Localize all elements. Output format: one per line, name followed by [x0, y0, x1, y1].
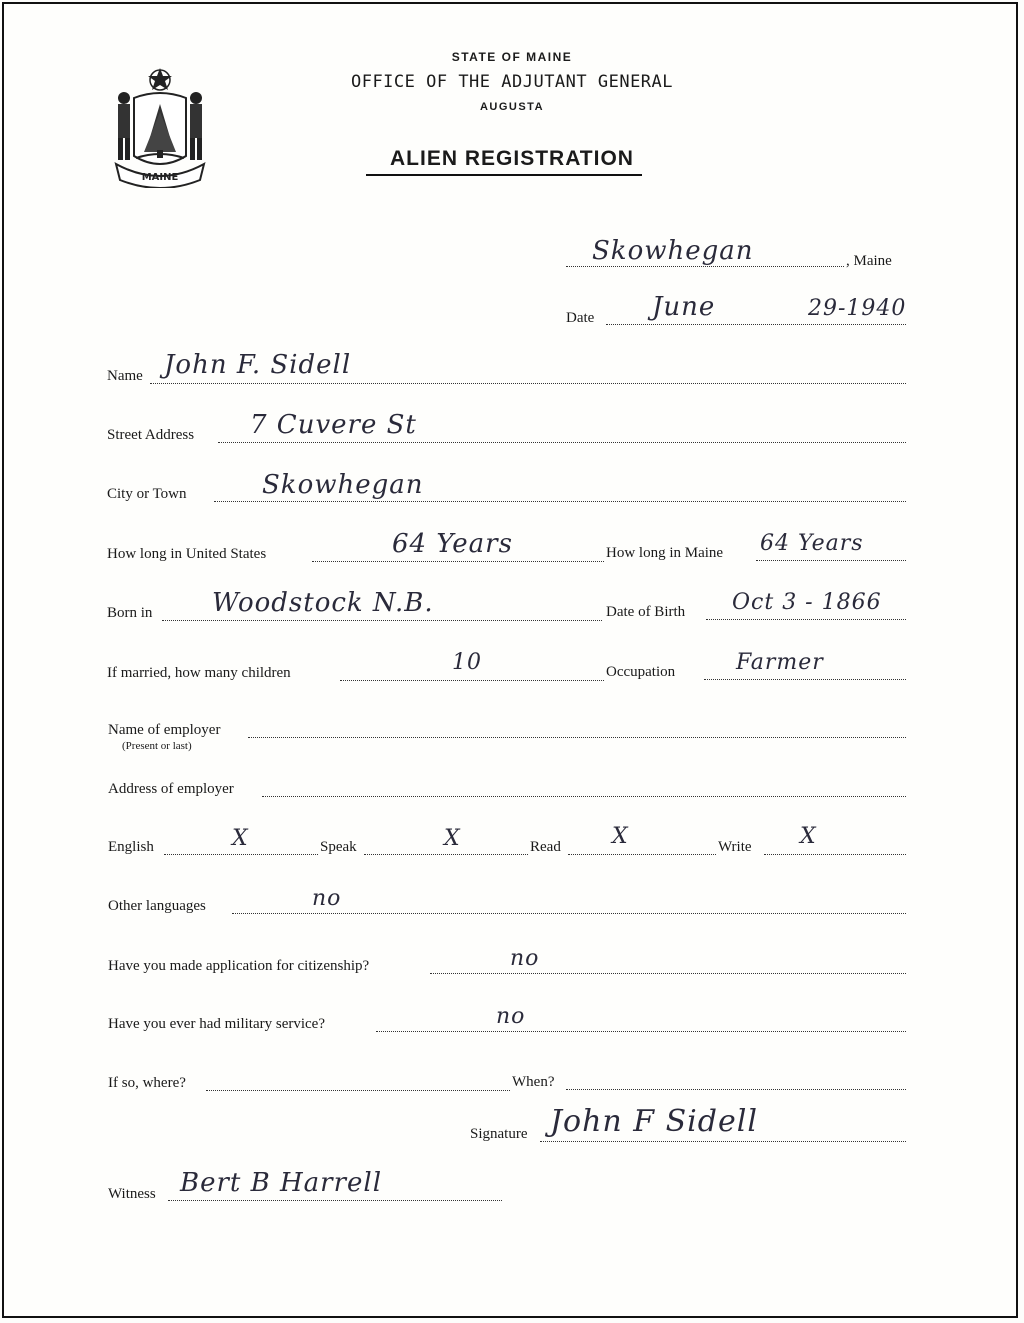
employer-address-label: Address of employer [108, 781, 234, 797]
english-label: English [108, 839, 154, 855]
date-label: Date [566, 310, 595, 326]
witness-label: Witness [108, 1186, 156, 1202]
when-line[interactable] [566, 1089, 906, 1090]
children-line [340, 680, 604, 681]
date-day-year-value[interactable]: 29-1940 [808, 296, 907, 321]
citizenship-value[interactable]: no [510, 946, 540, 971]
born-in-label: Born in [107, 605, 153, 621]
us-duration-line [312, 561, 604, 562]
name-value[interactable]: John F. Sidell [164, 350, 352, 380]
speak-label: Speak [320, 839, 357, 855]
where-label: If so, where? [108, 1075, 186, 1091]
read-value[interactable]: X [612, 824, 629, 849]
write-value[interactable]: X [800, 824, 817, 849]
city-line [214, 501, 906, 502]
title-underline [366, 174, 642, 176]
read-line [568, 854, 716, 855]
read-label: Read [530, 839, 561, 855]
occupation-line [704, 679, 906, 680]
military-value[interactable]: no [496, 1004, 526, 1029]
write-label: Write [718, 839, 752, 855]
maine-duration-label: How long in Maine [606, 545, 724, 561]
write-line [764, 854, 906, 855]
maine-duration-line [756, 560, 906, 561]
speak-value[interactable]: X [444, 826, 461, 851]
date-line [606, 324, 906, 325]
form-title: ALIEN REGISTRATION [390, 147, 634, 170]
town-line [566, 266, 844, 267]
occupation-label: Occupation [606, 664, 676, 680]
us-duration-value[interactable]: 64 Years [392, 529, 513, 559]
street-value[interactable]: 7 Cuvere St [250, 410, 417, 440]
name-line [150, 383, 906, 384]
speak-line [364, 854, 528, 855]
when-label: When? [512, 1074, 555, 1090]
born-in-line [162, 620, 602, 621]
witness-line [168, 1200, 502, 1201]
street-label: Street Address [107, 427, 195, 443]
town-value[interactable]: Skowhegan [592, 236, 754, 266]
signature-label: Signature [470, 1126, 528, 1142]
witness-value[interactable]: Bert B Harrell [180, 1168, 383, 1198]
us-duration-label: How long in United States [107, 546, 267, 562]
signature-line [540, 1141, 906, 1142]
other-languages-line [232, 913, 906, 914]
other-languages-label: Other languages [108, 898, 206, 914]
other-languages-value[interactable]: no [312, 886, 342, 911]
employer-address-line[interactable] [262, 796, 906, 797]
city-label: City or Town [107, 486, 187, 502]
name-label: Name [107, 368, 143, 384]
signature-value[interactable]: John F Sidell [550, 1104, 758, 1139]
street-line [218, 442, 906, 443]
english-line [164, 854, 318, 855]
born-in-value[interactable]: Woodstock N.B. [212, 588, 434, 618]
where-line[interactable] [206, 1090, 510, 1091]
citizenship-line [430, 973, 906, 974]
maine-duration-value[interactable]: 64 Years [760, 531, 864, 556]
maine-suffix: , Maine [846, 253, 892, 269]
citizenship-label: Have you made application for citizenship? [108, 958, 370, 974]
dob-label: Date of Birth [606, 604, 686, 620]
registration-form [2, 2, 1018, 1318]
employer-line[interactable] [248, 737, 906, 738]
employer-note: (Present or last) [122, 740, 192, 752]
dob-value[interactable]: Oct 3 - 1866 [732, 590, 882, 615]
english-value[interactable]: X [232, 826, 249, 851]
employer-label: Name of employer [108, 722, 221, 738]
header-city: AUGUSTA [479, 101, 545, 113]
dob-line [706, 619, 906, 620]
children-value[interactable]: 10 [452, 650, 482, 675]
header-office: OFFICE OF THE ADJUTANT GENERAL [350, 72, 674, 92]
header-state: STATE OF MAINE [451, 50, 573, 64]
military-line [376, 1031, 906, 1032]
seal-banner-text: MAINE [141, 172, 179, 183]
children-label: If married, how many children [107, 665, 291, 681]
occupation-value[interactable]: Farmer [736, 650, 824, 675]
date-month-value[interactable]: June [652, 292, 716, 322]
city-value[interactable]: Skowhegan [262, 470, 424, 500]
military-label: Have you ever had military service? [108, 1016, 325, 1032]
